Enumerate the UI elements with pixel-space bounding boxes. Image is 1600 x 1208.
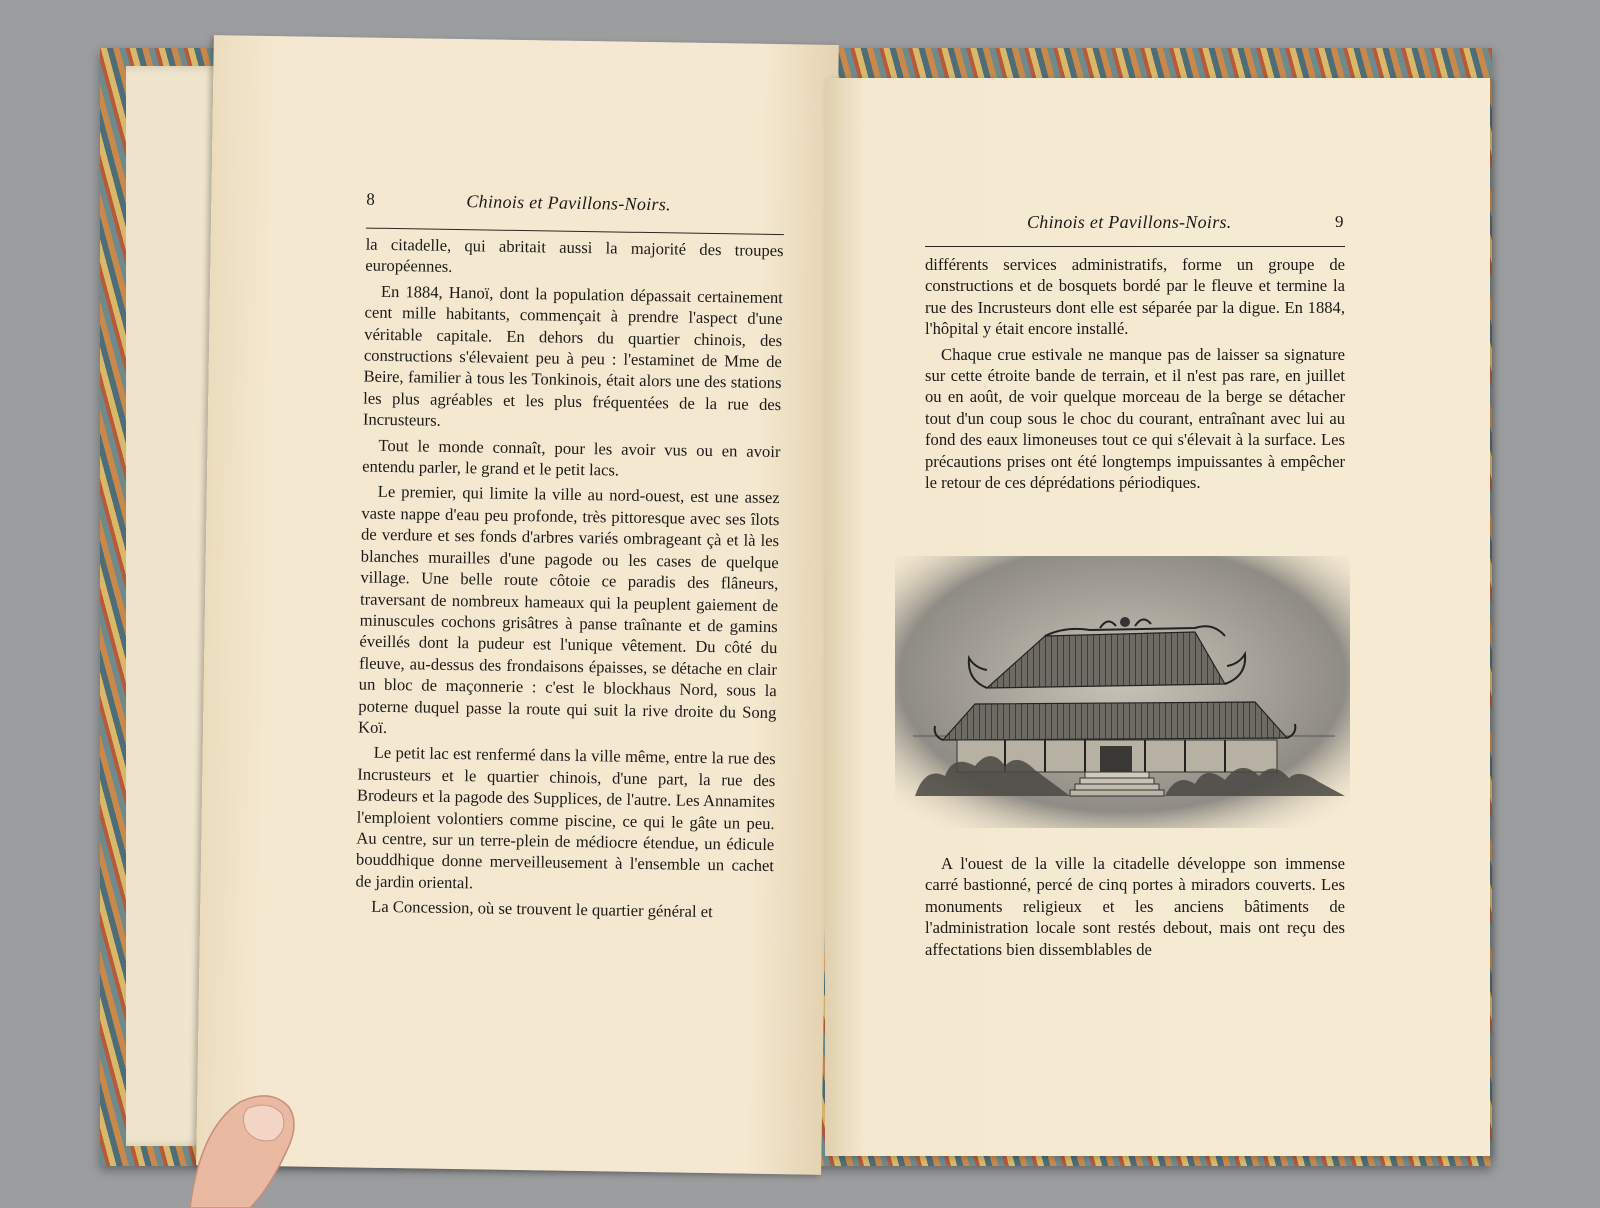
right-page (825, 78, 1490, 1156)
right-page-body-bottom (925, 853, 1345, 960)
doorway (1100, 746, 1132, 772)
paragraph: Le premier, qui limite la ville au nord-ouest, est une assez vaste nappe d'eau peu profonde, très pittoresque avec ses îlots de verdure et ses fonds d'arbres variés ombrageant çà et là les blanches murailles d'une pagode ou les cases de quelque village. Une belle route côtoie ce paradis des flâneurs, traversant de nombreux hameaux qui la peuplent gaiement de minuscules cochons grisâtres à panse traînante et de gamins éveillés dont la pudeur est l'unique vêtement. Du côté du fleuve, au-dessus des frondaisons épaisses, se détache en clair un bloc de maçonnerie : c'est le blockhaus Nord, sous la poterne duquel passe la route qui suit la rive droite du Song Koï. (357, 482, 780, 737)
paragraph: Chaque crue estivale ne manque pas de laisser sa signature sur cette étroite bande de terrain, et il n'est pas rare, en juillet ou en août, de voir quelque morceau de la berge se détacher tout d'un coup sous le choc du courant, entraînant avec lui au fond des eaux limoneuses tout ce qui s'élevait à la surface. Les précautions prises ont été longtemps impuissantes à empêcher le retour de ces déprédations périodiques. (925, 344, 1345, 493)
paragraph: Tout le monde connaît, pour les avoir vus ou en avoir entendu parler, le grand et le petit lacs. (362, 435, 781, 480)
pagoda-illustration (895, 556, 1350, 828)
page-number: 9 (1335, 212, 1344, 231)
paragraph: Le petit lac est renfermé dans la ville même, entre la rue des Incrusteurs et le quartier chinois, d'une part, la rue des Brodeurs et la pagode des Supplices, de l'autre. Les Annamites l'emploient volontiers comme piscine, ce qui le gâte un peu. Au centre, sur un terre-plein de médiocre étendue, un édicule bouddhique donne merveilleusement à l'ensemble un cachet de jardin oriental. (355, 743, 776, 893)
paragraph: la citadelle, qui abritait aussi la majorité des troupes européennes. (365, 234, 784, 277)
paragraph: En 1884, Hanoï, dont la population dépassait certainement cent mille habitants, commençait à prendre l'aspect d'une véritable capitale. En dehors du quartier chinois, des constructions s'élevaient peu à peu : l'estaminet de Mme de Beire, familier à tous les Tonkinois, était alors une des stations les plus agréables et les plus fréquentées de la rue des Incrusteurs. (362, 281, 784, 431)
running-title: Chinois et Pavillons-Noirs. (1027, 212, 1232, 232)
page-number: 8 (366, 189, 376, 209)
right-page-body-top (925, 254, 1345, 493)
right-page-header (825, 212, 1490, 242)
paragraph: différents services administratifs, forme un groupe de constructions et de bosquets bordé par le fleuve et termine la rue des Incrusteurs dont elle est séparée par la digue. En 1884, l'hôpital y était encore installé. (925, 255, 1345, 339)
reader-thumb (170, 1088, 310, 1208)
finial (1120, 617, 1130, 627)
left-page (196, 35, 839, 1175)
header-rule (925, 246, 1345, 247)
left-page-body (355, 234, 784, 924)
running-title: Chinois et Pavillons-Noirs. (466, 191, 672, 215)
paragraph: La Concession, où se trouvent le quartier général et (371, 896, 713, 922)
left-page-header (211, 187, 836, 227)
paragraph: A l'ouest de la ville la citadelle développe son immense carré bastionné, percé de cinq portes à miradors couverts. Les monuments religieux et les anciens bâtiments de l'administration locale sont restés debout, mais ont reçu des affectations bien dissemblables de (925, 854, 1345, 959)
lower-roof (943, 702, 1287, 740)
